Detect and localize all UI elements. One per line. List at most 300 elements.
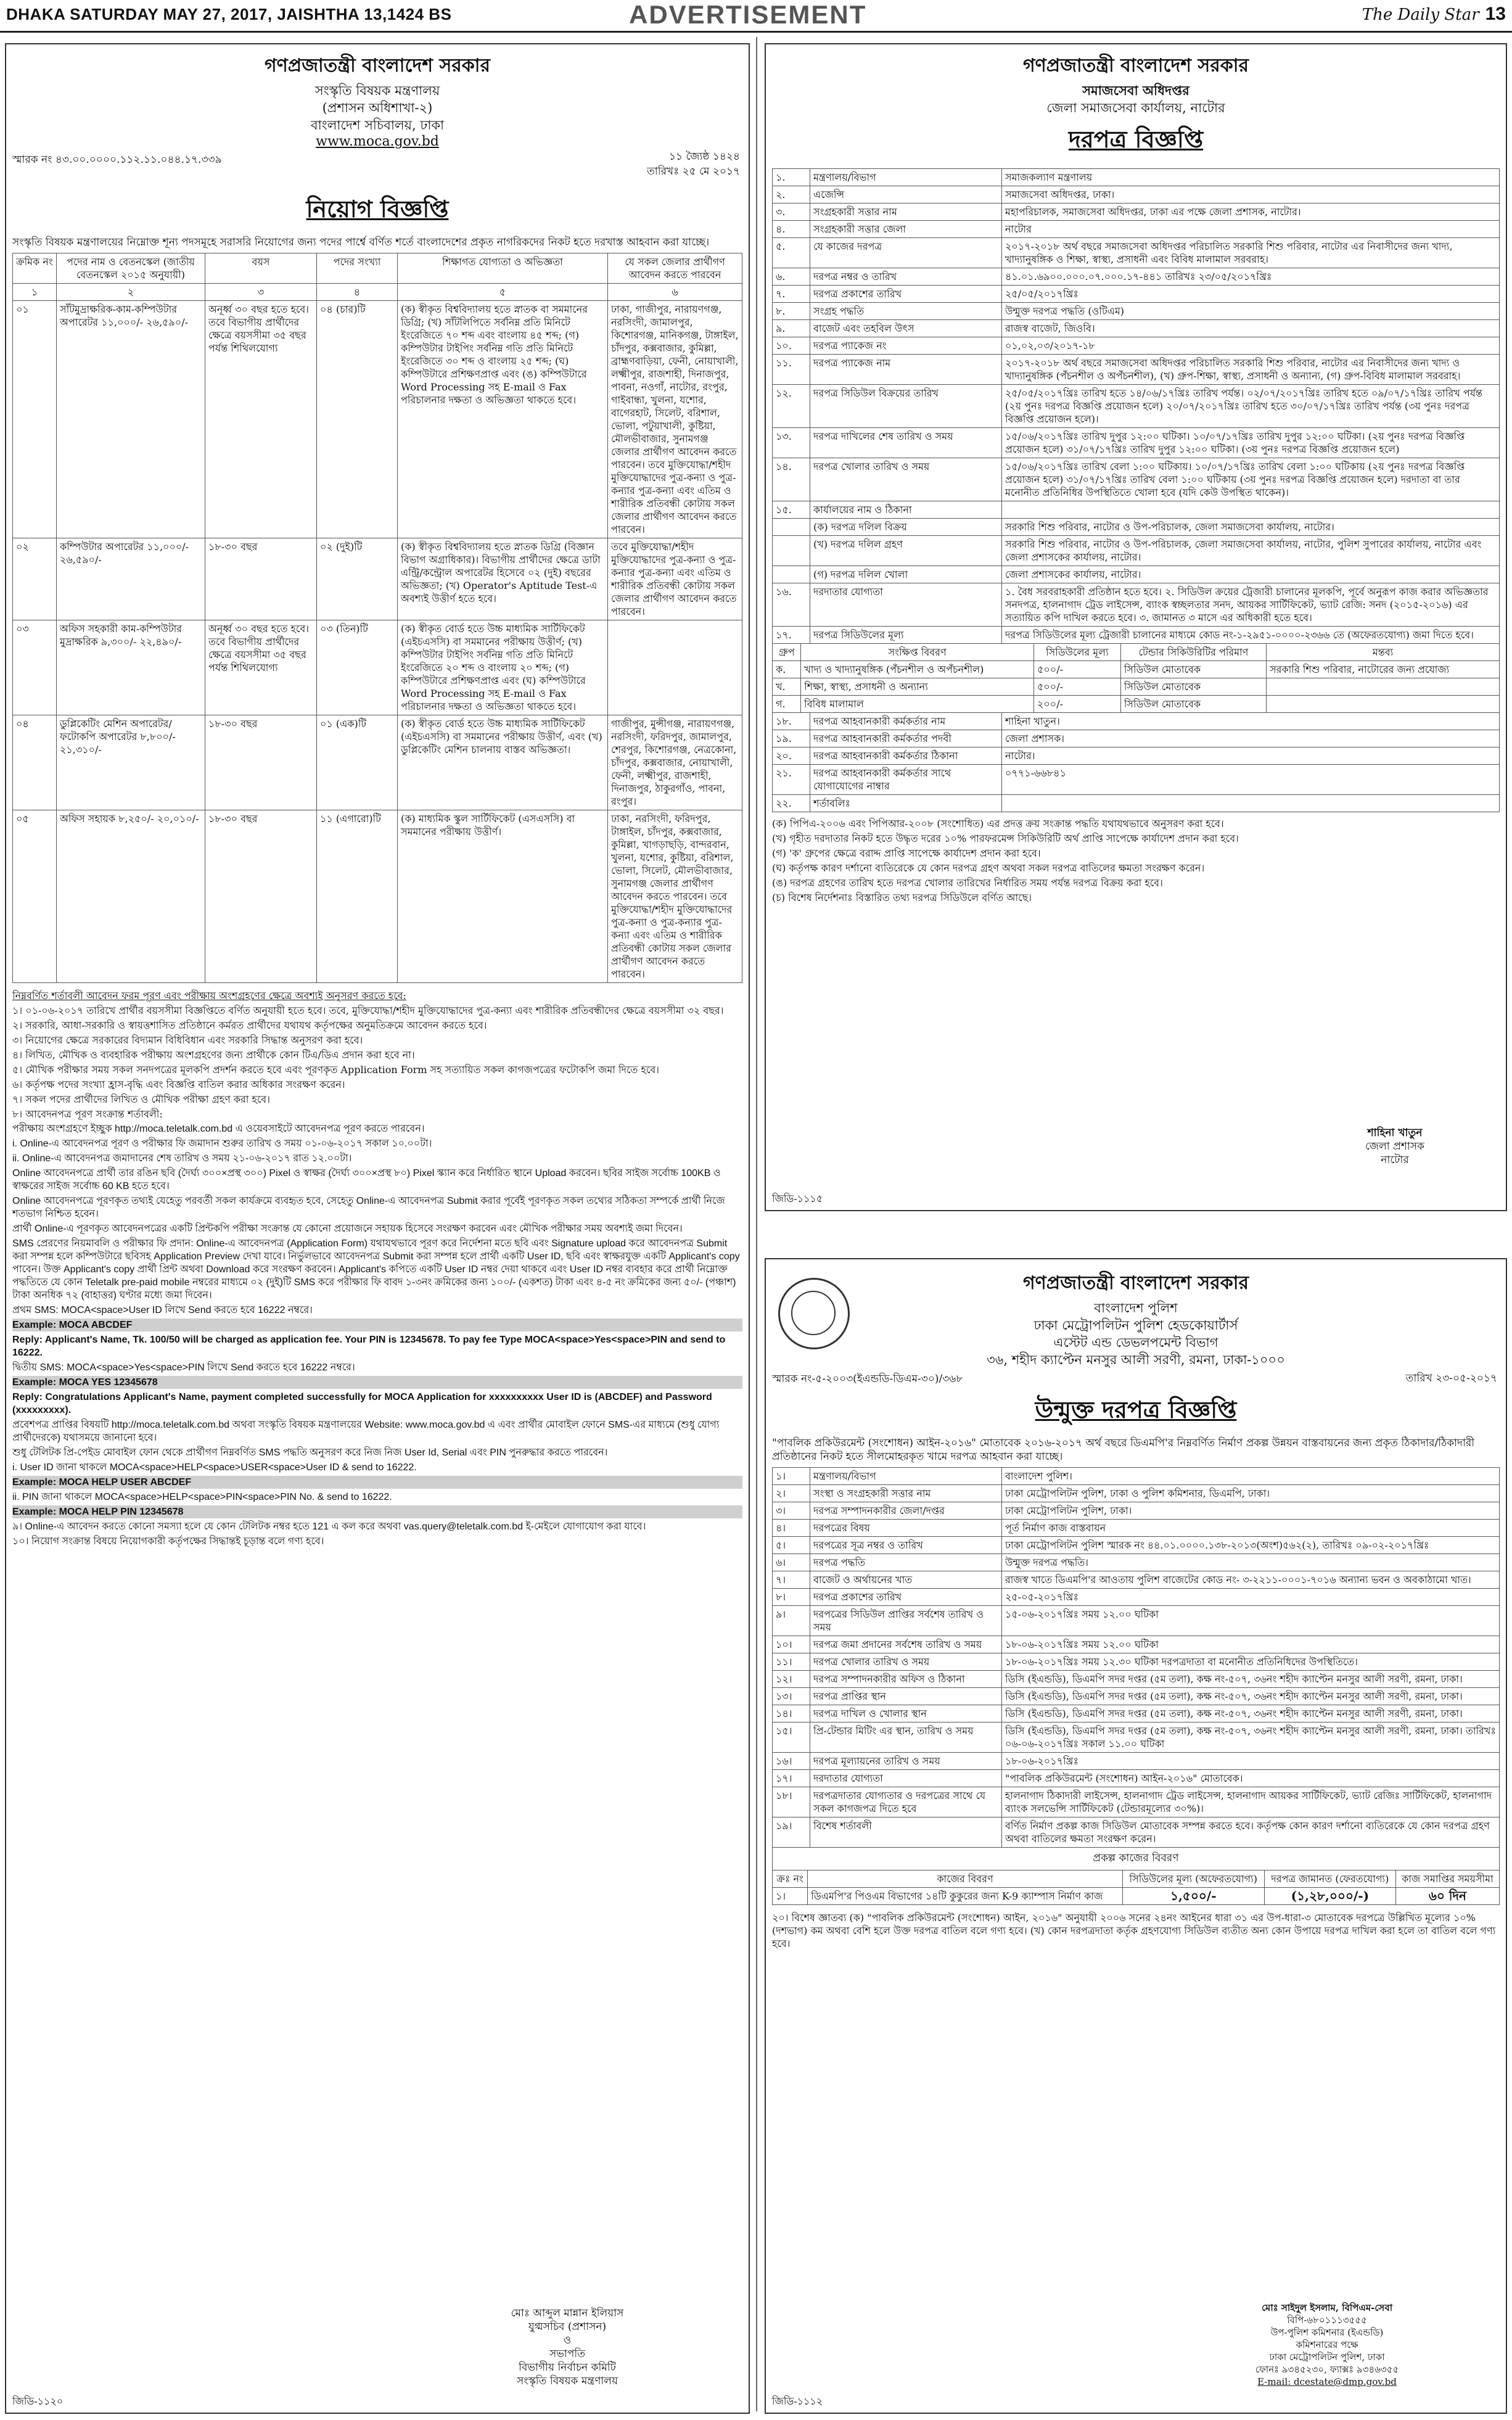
signer-title: যুগ্মসচিব (প্রশাসন) <box>528 2321 607 2333</box>
table-row <box>773 355 1500 385</box>
table-row <box>773 1753 1500 1770</box>
table-cell: ২৫-০৫-২০১৭খ্রিঃ <box>1002 1589 1500 1606</box>
table-cell: দরপত্রদাতার যোগ্যতার ও দরপত্রের সাথে যে সকল কাগজপত্র দিতে হবে <box>810 1787 1002 1817</box>
condition-item: প্রার্থী Online-এ পূরণকৃত আবেদনপত্রের একটি প্রিন্টকপি পরীক্ষা সংক্রান্ত যে কোনো প্রয়োজনে সহায়ক হিসেবে সংরক্ষণ করবেন এবং মৌখিক পরীক্ষার সময় অবশ্যই জমা দিবেন। <box>12 1224 683 1234</box>
condition-item: শুধু টেলিটক প্রি-পেইড মোবাইল ফোন থেকে প্রার্থীগণ নিম্নবর্ণিত SMS পদ্ধতি অনুসরণ করে নিজ নিজ User Id, Serial এবং PIN পুনরুদ্ধার করতে পারবেন। <box>12 1447 608 1458</box>
table-cell: দরপত্র দাখিল ও খোলার স্থান <box>810 1705 1002 1722</box>
paper-name: The Daily Star 13 <box>1362 4 1506 24</box>
condition-item: ii. Online-এ আবেদনপত্র জমাদানের শেষ তারিখ ও সময় ২১-০৬-২০১৭ রাত ১২.০০টা। <box>12 1153 352 1164</box>
table-cell: "পাবলিক প্রকিউরমেন্ট (সংশোধন) আইন-২০১৬" মোতাবেক। <box>1002 1770 1500 1787</box>
table-row <box>13 715 742 810</box>
page-number: 13 <box>1485 4 1506 24</box>
column-number: ৩ <box>205 284 317 301</box>
table-cell: ১। <box>773 1888 808 1905</box>
table-cell-post: অফিস সহকারী কাম-কম্পিউটার মুদ্রাক্ষরিক ৯,৩০০/- ২২,৪৯০/- <box>57 620 205 715</box>
table-row <box>773 1571 1500 1589</box>
work-caption: প্রকল্প কাজের বিবরণ <box>772 1848 1500 1870</box>
govt-title: গণপ্রজাতন্ত্রী বাংলাদেশ সরকার <box>1023 55 1249 76</box>
table-cell: ১। <box>773 1468 810 1485</box>
table-cell: (১,২৮,০০০/-) <box>1264 1888 1395 1905</box>
table-cell: ১৯. <box>773 730 810 747</box>
condition-item: ৭। সকল পদের প্রার্থীদের লিখিত ও মৌখিক পরীক্ষা গ্রহণ করা হবে। <box>12 1093 270 1105</box>
table-row <box>773 458 1500 501</box>
table-cell-age: ১৮-৩০ বছর <box>205 538 317 620</box>
table-cell: হালনাগাদ ঠিকাদারী লাইসেন্স, হালনাগাদ ট্রেড লাইসেন্স, হালনাগাদ আয়কর সার্টিফিকেট, ভ্যাট রেজিঃ সার্টিফিকেট, হালনাগাদ ব্যাংক সলভেন্সি সার্টিফিকেট (টেন্ডারমূল্যের ৩০%)। <box>1002 1787 1500 1817</box>
table-row <box>773 268 1500 286</box>
table-cell: দরপত্রের সিডিউল প্রাপ্তির সর্বশেষ তারিখ ও সময় <box>810 1606 1002 1636</box>
table-row <box>773 536 1500 566</box>
table-cell: সমাজকল্যাণ মন্ত্রণালয় <box>1002 169 1500 186</box>
table-cell: ১. বৈধ সরবরাহকারী প্রতিষ্ঠান হতে হবে। ২. সিডিউল ক্রয়ের ট্রেজারী চালানের মূলকপি, পূর্বে অনুরূপ কাজ করার অভিজ্ঞতার সনদপত্র, হালনাগাদ ট্রেড লাইসেন্স, ব্যাংক স্বচ্ছলতার সনদ, আয়কর সার্টিফিকেট, ভ্যাট রেজি: সনদ (২০১৫-২০১৬) এর সত্যায়িত কপি দাখিল করতে হবে। ৩. জামানত ৩ মাসে এর অধিকারী হতে হবে। <box>1002 583 1500 627</box>
table-row <box>773 1722 1500 1753</box>
table-cell: ১২। <box>773 1671 810 1688</box>
table-cell <box>1002 501 1500 519</box>
table-cell-districts: ঢাকা, নরসিংদী, ফরিদপুর, টাঙ্গাইল, চাঁদপুর, কক্সবাজার, কুমিল্লা, খাগড়াছড়ি, বান্দরবান, খুলনা, যশোর, কুষ্টিয়া, বরিশাল, ভোলা, সিলেট, মৌলভীবাজার, সুনামগঞ্জ জেলার প্রার্থীগণ আবেদন করতে পারবেন। তবে মুক্তিযোদ্ধা/শহীদ মুক্তিযোদ্ধাদের পুত্র-কন্যা ও পুত্র-কন্যার পুত্র-কন্যা এবং এতিম ও শারীরিক প্রতিবন্ধী কোটায় সকল জেলার প্রার্থীগণ আবেদন করতে পারবেন। <box>608 810 742 983</box>
table-cell-age: অনূর্ধ্ব ৩০ বছর হতে হবে। তবে বিভাগীয় প্রার্থীদের ক্ষেত্রে বয়সসীমা ৩৫ বছর পর্যন্ত শিথিলযোগ্য <box>205 620 317 715</box>
signer-title: উপ-পুলিশ কমিশনার (ইএন্ডডি) <box>1270 2327 1384 2338</box>
table-cell: বাজেট এবং তহবিল উৎস <box>810 320 1002 337</box>
table-row <box>773 1606 1500 1636</box>
table-cell: ডিসি (ইএন্ডডি), ডিএমপি সদর দপ্তর (৫ম তলা), কক্ষ নং-৫০৭, ৩৬নং শহীদ ক্যাপ্টেন মনসুর আলী সরণী, রমনা, ঢাকা। তারিখঃ ০৬-০৬-২০১৭খ্রিঃ সকাল ১১.০০ ঘটিকা <box>1002 1722 1500 1753</box>
table-cell: দরদাতার যোগ্যতা <box>810 583 1002 627</box>
table-row <box>773 1705 1500 1722</box>
table-row <box>773 1671 1500 1688</box>
table-cell-count: ০৩ (তিন)টি <box>317 620 398 715</box>
table-cell: দরপত্র নম্বর ও তারিখ <box>810 268 1002 286</box>
memo-number: স্মারক নং ৪৩.০০.০০০০.১১২.১১.০৪৪.১৭.৩৩৯ <box>12 154 222 166</box>
table-row <box>773 1653 1500 1671</box>
condition-item: প্রথম SMS: MOCA<space>User ID লিখে Send করতে হবে 16222 নম্বরে। <box>12 1305 313 1315</box>
police-name: বাংলাদেশ পুলিশ <box>1094 1301 1178 1315</box>
table-cell: পূর্ত নির্মাণ কাজ বাস্তবায়ন <box>1002 1520 1500 1537</box>
signer-ministry: সংস্কৃতি বিষয়ক মন্ত্রণালয় <box>517 2375 618 2387</box>
signer-role: সভাপতি <box>549 2348 585 2360</box>
table-row <box>773 519 1500 536</box>
table-cell: ৪১.০১.৬৯০০.০০০.০৭.০০০.১৭-৪৪১ তারিখঃ ২৩/০৫/২০১৭খ্রিঃ <box>1002 268 1500 286</box>
table-cell-no: ০৩ <box>13 620 57 715</box>
table-cell: রাজস্ব বাজেট, জিওবি। <box>1002 320 1500 337</box>
table-cell: দরপত্র পদ্ধতি <box>810 1554 1002 1571</box>
column-header: সিডিউলের মূল্য (অফেরতযোগ্য) <box>1122 1871 1264 1888</box>
column-header: দরপত্র জামানত (ফেরতযোগ্য) <box>1264 1871 1395 1888</box>
table-cell: ১,৫০০/- <box>1122 1888 1264 1905</box>
column-header: টেন্ডার সিকিউরিটির পরিমাণ <box>1120 644 1266 661</box>
table-row <box>773 566 1500 583</box>
table-cell: ১৫. <box>773 501 810 519</box>
hq-name: ঢাকা মেট্রোপলিটন পুলিশ হেডকোয়ার্টার্স <box>1033 1318 1238 1333</box>
table-cell-post: ডুপ্লিকেটিং মেশিন অপারেটর/ফটোকপি অপারেটর ৮,৮০০/- ২১,৩১০/- <box>57 715 205 810</box>
table-cell: ১৯। <box>773 1817 810 1848</box>
signer-org: ঢাকা মেট্রোপলিটন পুলিশ, ঢাকা <box>1269 2352 1385 2363</box>
table-cell: নাটোর <box>1002 221 1500 238</box>
column-number: ৪ <box>317 284 398 301</box>
condition-item: ১। ০১-০৬-২০১৭ তারিখে প্রার্থীর বয়সসীমা বিজ্ঞপ্তিতে বর্ণিত অনুযায়ী হতে হবে। তবে, মুক্তিযোদ্ধা/শহীদ মুক্তিযোদ্ধাদের পুত্র-কন্যা এবং শারীরিক প্রতিবন্ধীদের ক্ষেত্রে বয়সসীমা ৩২ বছর। <box>12 1005 724 1016</box>
table-cell: উন্মুক্ত দরপত্র পদ্ধতি (ওটিএম) <box>1002 303 1500 320</box>
table-cell: ১৬. <box>773 583 810 627</box>
table-cell: মহাপরিচালক, সমাজসেবা অধিদপ্তর, ঢাকা এর পক্ষে জেলা প্রশাসক, নাটোর। <box>1002 204 1500 221</box>
table-cell: দরপত্রের সূত্র নম্বর ও তারিখ <box>810 1537 1002 1554</box>
ad-title: দরপত্র বিজ্ঞপ্তি <box>1068 125 1204 153</box>
ministry-recruitment-ad <box>5 43 750 2414</box>
table-cell: সরকারি শিশু পরিবার, নাটোর ও উপ-পরিচালক, জেলা সমাজসেবা কার্যালয়, নাটোর। <box>1002 519 1500 536</box>
tender-info-table <box>772 168 1500 644</box>
condition-item: (চ) বিশেষ নির্দেশনাঃ বিস্তারিত তথ্য দরপত্র সিডিউলে বর্ণিত আছে। <box>772 892 1032 903</box>
condition-item: ৫। মৌখিক পরীক্ষার সময় সকল সনদপত্রের মূলকপি প্রদর্শন করতে হবে এবং পূরণকৃত Application Form সহ সত্যায়িত সকল কাগজপত্রের ফটোকপি জমা দিতে হবে। <box>12 1064 659 1076</box>
hq-address: ৩৬, শহীদ ক্যাপ্টেন মনসুর আলী সরণী, রমনা, ঢাকা-১০০০ <box>987 1352 1285 1367</box>
column-header: ক্রঃ নং <box>773 1871 808 1888</box>
table-row <box>13 301 742 538</box>
table-cell: ২০১৭-২০১৮ অর্থ বছরে সমাজসেবা অধিদপ্তর পরিচালিত সরকারি শিশু পরিবার, নাটোর এর নিবাসীদের জন্য খাদ্য, খাদ্যানুষঙ্গিক ও শিক্ষা, স্বাস্থ্য, প্রসাধনী এবং বিবিধ মালামাল সরবরাহ। <box>1002 238 1500 268</box>
signer-committee: বিভাগীয় নির্বাচন কমিটি <box>519 2361 616 2374</box>
column-header: বয়স <box>205 253 317 284</box>
table-cell: ১০. <box>773 337 810 355</box>
table-cell: ১৮. <box>773 713 810 730</box>
condition-item: প্রবেশপত্র প্রাপ্তির বিষয়টি http://moca.teletalk.com.bd অথবা সংস্কৃতি বিষয়ক মন্ত্রণালয়ের Website: www.moca.gov.bd এ এবং প্রার্থীর মোবাইল ফোনে SMS-এর মাধ্যমে (শুধু যোগ্য প্রার্থীদেরকে) যথাসময়ে জানানো হবে। <box>12 1420 720 1443</box>
table-cell: দরপত্র খোলার তারিখ ও সময় <box>810 1653 1002 1671</box>
column-header: সংক্ষিপ্ত বিবরণ <box>801 644 1034 661</box>
condition-item: i. User ID জানা থাকলে MOCA<space>HELP<space>USER<space>User ID & send to 16222. <box>12 1462 417 1473</box>
table-row <box>773 583 1500 627</box>
ministry-website-link[interactable]: www.moca.gov.bd <box>316 134 439 149</box>
table-cell: দরপত্র আহবানকারী কর্মকর্তার ঠিকানা <box>810 747 1002 765</box>
table-cell: দরপত্র প্রাপ্তির স্থান <box>810 1688 1002 1705</box>
table-row <box>773 661 1500 678</box>
table-cell <box>773 519 810 536</box>
table-cell: দরদাতার যোগ্যতা <box>810 1770 1002 1787</box>
table-cell: ঢাকা মেট্রোপলিটন পুলিশ স্মারক নং ৪৪.০১.০০০০.১৩৮-২০১৩(অংশ)৫৬২(২), তারিখঃ ০৯-০২-২০১৭খ্রিঃ <box>1002 1537 1500 1554</box>
table-cell-age: ১৮-৩০ বছর <box>205 810 317 983</box>
table-cell: বাজেট ও অর্থায়নের খাত <box>810 1571 1002 1589</box>
table-cell: ঢাকা মেট্রোপলিটন পুলিশ, ঢাকা ও পুলিশ কমিশনার, ডিএমপি, ঢাকা। <box>1002 1485 1500 1502</box>
memo-line <box>6 149 749 186</box>
table-cell: মন্ত্রণালয়/বিভাগ <box>810 169 1002 186</box>
table-row <box>773 730 1500 747</box>
table-cell-count: ০১ (এক)টি <box>317 715 398 810</box>
table-cell: সরকারি শিশু পরিবার, নাটোরের জন্য প্রযোজ্য <box>1267 661 1500 678</box>
table-cell: ৫০০/- <box>1034 678 1121 696</box>
branch-name: (প্রশাসন অধিশাখা-২) <box>322 101 433 115</box>
table-cell: ২০১৭-২০১৮ অর্থ বছরে সমাজসেবা অধিদপ্তর পরিচালিত সরকারি শিশু পরিবার, নাটোর এর নিবাসীদের জন্য খাদ্য ও খাদ্যানুষঙ্গিক (পঁচনশীল ও অপঁচনশীল), (খ) গ্রুপ-শিক্ষা, স্বাস্থ্য, প্রসাধনী ও অন্যান্য, (গ) গ্রুপ-বিবিধ মালামাল সরবরাহ। <box>1002 355 1500 385</box>
memo-date: তারিখ ২৩-০৫-২০১৭ <box>1405 1372 1497 1385</box>
table-cell-districts: তবে মুক্তিযোদ্ধা/শহীদ মুক্তিযোদ্ধাদের পুত্র-কন্যা ও পুত্র-কন্যার পুত্র-কন্যা এবং এতিম ও শারীরিক প্রতিবন্ধী কোটায় সকল জেলার প্রার্থীগণ আবেদন করতে পারবেন। <box>608 538 742 620</box>
table-cell: ১৩. <box>773 428 810 458</box>
table-cell: বর্ণিত নির্মাণ প্রকল্প কাজ সিডিউল মোতাবেক সম্পন্ন করতে হবে। কর্তৃপক্ষ কোন কারণ দর্শানো ব্যতিরেকে যে কোন দরপত্র গ্রহণ অথবা বাতিলের ক্ষমতা সংরক্ষণ করেন। <box>1002 1817 1500 1848</box>
table-cell: ৮। <box>773 1589 810 1606</box>
table-row <box>773 385 1500 428</box>
table-cell: ১৮-০৬-২০১৭খ্রিঃ <box>1002 1753 1500 1770</box>
table-cell: বাংলাদেশ পুলিশ। <box>1002 1468 1500 1485</box>
table-cell: (খ) দরপত্র দলিল গ্রহণ <box>810 536 1002 566</box>
signer-for: কমিশনারের পক্ষে <box>1296 2339 1358 2350</box>
table-row <box>773 1537 1500 1554</box>
table-row <box>773 1688 1500 1705</box>
signer-email-link[interactable]: E-mail: dcestate@dmp.gov.bd <box>1257 2376 1397 2387</box>
table-row <box>773 204 1500 221</box>
table-cell: মন্ত্রণালয়/বিভাগ <box>810 1468 1002 1485</box>
column-header: ক্রমিক নং <box>13 253 57 284</box>
signer-title: জেলা প্রশাসক <box>1365 1140 1424 1153</box>
table-row <box>773 1787 1500 1817</box>
table-cell: ২৫/০৫/২০১৭খ্রিঃ তারিখ হতে ১৪/০৬/১৭খ্রিঃ তারিখ পর্যন্ত। ০২/০৭/২০১৭খ্রিঃ তারিখ হতে ০৯/০৭/১৭খ্রিঃ তারিখ পর্যন্ত (২য় পুনঃ দরপত্র বিজ্ঞপ্তি প্রয়োজন হলে) ২০/০৭/২০১৭খ্রিঃ তারিখ হতে ৩০/০৭/১৭খ্রিঃ তারিখ পর্যন্ত (৩য় পুনঃ দরপত্র বিজ্ঞপ্তি প্রয়োজন হলে)। <box>1002 385 1500 428</box>
section-title: ADVERTISEMENT <box>629 0 867 29</box>
table-row <box>773 1589 1500 1606</box>
table-cell-districts: ঢাকা, গাজীপুর, নারায়ণগঞ্জ, নরসিংদী, জামালপুর, কিশোরগঞ্জ, মানিকগঞ্জ, টাঙ্গাইল, চাঁদপুর, কক্সবাজার, কুমিল্লা, ব্রাহ্মণবাড়িয়া, ফেনী, নোয়াখালী, লক্ষ্মীপুর, রাজশাহী, দিনাজপুর, পাবনা, নওগাঁ, নাটোর, রংপুর, গাইবান্ধা, খুলনা, যশোর, বাগেরহাট, সিলেট, বরিশাল, ভোলা, পটুয়াখালী, কুষ্টিয়া, মৌলভীবাজার, সুনামগঞ্জ জেলার প্রার্থীগণ আবেদন করতে পারবেন। তবে মুক্তিযোদ্ধা/শহীদ মুক্তিযোদ্ধাদের পুত্র-কন্যা ও পুত্র-কন্যার পুত্র-কন্যা এবং এতিম ও শারীরিক প্রতিবন্ধী কোটায় সকল জেলার প্রার্থীগণ আবেদন করতে পারবেন। <box>608 301 742 538</box>
table-cell: ৬. <box>773 268 810 286</box>
condition-item: ৮। আবেদনপত্র পূরণ সংক্রান্ত শর্তাবলী: <box>12 1108 163 1120</box>
special-note: ২০। বিশেষ জ্ঞাতব্য (ক) "পাবলিক প্রকিউরমেন্ট (সংশোধন) আইন, ২০১৬" অনুযায়ী ২০০৬ সনের ২৪নং আইনের ধারা ৩১ এর উপ-ধারা-৩ মোতাবেক দরপত্রে উল্লিখিত মূল্যের ১০% (দশভাগ) কম অথবা বেশি হলে উক্ত দরপত্র বাতিল বলে গণ্য হবে। (খ) কোন দরপত্রদাতা কর্তৃক গ্রহণযোগ্য সিডিউল ব্যতীত অন্য কোন উপায়ে দরপত্র দাখিল করা হলে তা বাতিল বলে গণ্য হবে। <box>772 1912 1496 1949</box>
table-cell: রাজস্ব খাতে ডিএমপি'র আওতায় পুলিশ বাজেটের কোড নং- ৩-২২১১-০০০১-৭০১৬ অন্যান্য ভবন ও অবকাঠামো খাত। <box>1002 1571 1500 1589</box>
table-row <box>773 337 1500 355</box>
ad-intro: "পাবলিক প্রকিউরমেন্ট (সংশোধন) আইন-২০১৬" মোতাবেক ২০১৬-২০১৭ অর্থ বছরে ডিএমপি'র নিম্নবর্ণিত নির্মাণ প্রকল্প উন্নয়ন বাস্তবায়নের জন্য প্রকৃত ঠিকাদার/ঠিকাদারী প্রতিষ্ঠানের নিকট হতে সীলমোহরকৃত খামে দরপত্র আহবান করা যাচ্ছে। <box>772 1437 1475 1463</box>
ministry-name: সংস্কৃতি বিষয়ক মন্ত্রণালয় <box>314 83 440 98</box>
table-cell: দরপত্র প্যাকেজ নং <box>810 337 1002 355</box>
table-cell: সিডিউল মোতাবেক <box>1120 678 1266 696</box>
condition-item: Online আবেদনপত্রে পূরণকৃত তথ্যই যেহেতু পরবর্তী সকল কার্যক্রমে ব্যবহৃত হবে, সেহেতু Online-এ আবেদনপত্র Submit করার পূর্বেই পূরণকৃত সকল তথ্যের সঠিকতা সম্পর্কে প্রার্থী নিজে শতভাগ নিশ্চিত হবেন। <box>12 1196 725 1219</box>
table-cell: ৯। <box>773 1606 810 1636</box>
signer-id: বিপি-৬৮০১১১৩৫৫৫ <box>1287 2315 1367 2326</box>
table-row <box>773 428 1500 458</box>
signer-phone: ফোনঃ ৯৩৪৫২৩০, ফ্যাক্সঃ ৯৩৪৬৩৫৫ <box>1255 2364 1399 2375</box>
table-row <box>773 696 1500 713</box>
column-number: ৬ <box>608 284 742 301</box>
table-cell: ১৭. <box>773 627 810 644</box>
condition-item: (ঙ) দরপত্র গ্রহণের তারিখ হতে দরপত্র খোলার তারিখের নির্ধারিত সময় পর্যন্ত দরপত্র বিক্রয় করা হবে। <box>772 877 1163 889</box>
table-row <box>773 1502 1500 1520</box>
table-cell: ০১,০২,০৩/২০১৭-১৮ <box>1002 337 1500 355</box>
memo-line <box>766 1368 1506 1387</box>
table-cell: কার্যালয়ের নাম ও ঠিকানা <box>810 501 1002 519</box>
table-cell: ২১. <box>773 765 810 795</box>
table-cell: জেলা প্রশাসক। <box>1002 730 1500 747</box>
tender-info-table <box>772 1467 1500 1848</box>
table-row <box>773 186 1500 204</box>
table-cell-post: কম্পিউটার অপারেটর ১১,০০০/- ২৬,৫৯০/- <box>57 538 205 620</box>
table-cell: ঢাকা মেট্রোপলিটন পুলিশ, ঢাকা। <box>1002 1502 1500 1520</box>
work-table <box>772 1870 1500 1905</box>
table-row <box>13 810 742 983</box>
table-cell: (গ) দরপত্র দলিল খোলা <box>810 566 1002 583</box>
signature-block <box>1302 1126 1487 1167</box>
table-cell <box>1002 795 1500 812</box>
dateline: DHAKA SATURDAY MAY 27, 2017, JAISHTHA 13,1424 BS <box>6 5 452 23</box>
column-header: সিডিউলের মূল্য <box>1034 644 1121 661</box>
table-cell: দরপত্র প্রকাশের তারিখ <box>810 1589 1002 1606</box>
condition-item: ৪। লিখিত, মৌখিক ও ব্যবহারিক পরীক্ষায় অংশগ্রহণের জন্য প্রার্থীকে কোন টিএ/ডিএ প্রদান করা হবে না। <box>12 1049 415 1061</box>
table-cell: ১৫/০৬/২০১৭খ্রিঃ তারিখ বেলা ১:০০ ঘটিকায়। ১০/০৭/১৭খ্রিঃ তারিখ বেলা ১:০০ ঘটিকায় (২য় পুনঃ দরপত্র বিজ্ঞপ্তি প্রয়োজন হলে) ৩১/০৭/১৭খ্রিঃ তারিখ বেলা ১:০০ ঘটিকায় (৩য় পুনঃ দরপত্র বিজ্ঞপ্তি প্রয়োজন হলে) দরদাতা বা তার মনোনীত প্রতিনিধির উপস্থিতিতে খোলা হবে (যদি কেউ উপস্থিত থাকেন)। <box>1002 458 1500 501</box>
table-row <box>773 320 1500 337</box>
ad-title: নিয়োগ বিজ্ঞপ্তি <box>306 195 449 223</box>
condition-item: ii. PIN জানা থাকলে MOCA<space>HELP<space>PIN<space>PIN No. & send to 16222. <box>12 1492 392 1502</box>
conditions-intro: নিম্নবর্ণিত শর্তাবলী আবেদন ফরম পূরণ এবং পরীক্ষায় অংশগ্রহণের ক্ষেত্রে অবশ্যই অনুসরণ করতে হবে: <box>12 990 406 1002</box>
table-cell-districts <box>608 620 742 715</box>
table-cell: ১৭। <box>773 1770 810 1787</box>
tender-officer-table <box>772 712 1500 812</box>
table-cell: গ. <box>773 696 801 713</box>
table-cell: দরপত্র জমা প্রদানের সর্বশেষ তারিখ ও সময় <box>810 1636 1002 1653</box>
table-cell: দরপত্র আহবানকারী কর্মকর্তার নাম <box>810 713 1002 730</box>
table-cell: প্রি-টেন্ডার মিটিং এর স্থান, তারিখ ও সময় <box>810 1722 1002 1753</box>
table-cell: খাদ্য ও খাদ্যানুষঙ্গিক (পঁচনশীল ও অপঁচনশীল) <box>801 661 1034 678</box>
table-cell: ৯. <box>773 320 810 337</box>
office-name: জেলা সমাজসেবা কার্যালয়, নাটোর <box>1046 101 1225 115</box>
table-cell: ১৫-০৬-২০১৭খ্রিঃ সময় ১২.০০ ঘটিকা <box>1002 1606 1500 1636</box>
table-cell-count: ০৪ (চার)টি <box>317 301 398 538</box>
table-cell: ১০। <box>773 1636 810 1653</box>
table-cell-no: ০৫ <box>13 810 57 983</box>
table-cell: ১৪। <box>773 1705 810 1722</box>
column-header: শিক্ষাগত যোগ্যতা ও অভিজ্ঞতা <box>398 253 608 284</box>
table-cell-qual: (ক) স্বীকৃত বোর্ড হতে উচ্চ মাধ্যমিক সার্টিফিকেট (এইচএসসি) বা সমমানের পরীক্ষায় উত্তীর্ণ; (খ) কম্পিউটার টাইপিং সর্বনিম্ন গতি প্রতি মিনিটে ইংরেজিতে ২০ শব্দ ও বাংলায় ২০ শব্দ; (গ) কম্পিউটারে প্রশিক্ষণপ্রাপ্ত এবং (ঘ) কম্পিউটারে Word Processing সহ E-mail ও Fax পরিচালনার দক্ষতা ও অভিজ্ঞতা থাকতে হবে। <box>398 620 608 715</box>
table-cell: ৬০ দিন <box>1395 1888 1499 1905</box>
table-cell: ২২. <box>773 795 810 812</box>
table-cell: ৭. <box>773 286 810 303</box>
gd-number: জিডি-১১১৫ <box>772 1193 823 1204</box>
table-cell: সিডিউল মোতাবেক <box>1120 661 1266 678</box>
table-cell: ৩. <box>773 204 810 221</box>
table-cell: ১৫। <box>773 1722 810 1753</box>
secretariat: বাংলাদেশ সচিবালয়, ঢাকা <box>310 118 445 133</box>
table-cell: ২। <box>773 1485 810 1502</box>
table-cell: নাটোর। <box>1002 747 1500 765</box>
table-cell-no: ০১ <box>13 301 57 538</box>
condition-item: Example: MOCA HELP USER ABCDEF <box>12 1476 742 1489</box>
condition-item: ৩। নিয়োগের ক্ষেত্রে সরকারের বিদ্যমান বিধিবিধান এবং সরকারি সিদ্ধান্ত অনুসরণ করা হবে। <box>12 1034 363 1046</box>
condition-item: Example: MOCA ABCDEF <box>12 1319 742 1331</box>
table-cell: ১৬। <box>773 1753 810 1770</box>
table-cell: ১১. <box>773 355 810 385</box>
masthead <box>0 0 1512 33</box>
condition-item: Online আবেদনপত্রে প্রার্থী তার রঙিন ছবি (দৈর্ঘ্য ৩০০×প্রস্থ ৩০০) Pixel ও স্বাক্ষর (দৈর্ঘ্য ৩০০×প্রস্থ ৮০) Pixel স্ক্যান করে নির্ধারিত স্থানে Upload করবেন। ছবির সাইজ সর্বোচ্চ 100KB ও স্বাক্ষরের সাইজ সর্বোচ্চ 60 KB হতে হবে। <box>12 1168 721 1191</box>
signer-name: মোঃ সাইদুল ইসলাম, বিপিএম-সেবা <box>1261 2302 1393 2313</box>
tender-group-table <box>772 643 1500 713</box>
table-row <box>773 1468 1500 1485</box>
table-row <box>773 1817 1500 1848</box>
table-row <box>13 620 742 715</box>
table-cell: দরপত্র সম্পাদনকারীর জেলা/দপ্তর <box>810 1502 1002 1520</box>
vacancy-table <box>12 253 742 983</box>
govt-title: গণপ্রজাতন্ত্রী বাংলাদেশ সরকার <box>265 55 490 76</box>
table-cell-post: অফিস সহায়ক ৮,২৫০/- ২০,০১০/- <box>57 810 205 983</box>
table-cell: সংগ্রহকারী সত্তার নাম <box>810 204 1002 221</box>
table-cell: বিবিধ মালামাল <box>801 696 1034 713</box>
condition-item: (ঘ) কর্তৃপক্ষ কারণ দর্শানো ব্যতিরেকে যে কোন দরপত্র গ্রহণ অথবা সকল দরপত্র বাতিলের ক্ষমতা সংরক্ষণ করেন। <box>772 862 1205 874</box>
column-header: কাজের বিবরণ <box>808 1871 1122 1888</box>
condition-item: (গ) 'ক' গ্রুপের ক্ষেত্রে বরাদ্দ প্রাপ্তি সাপেক্ষে কার্যাদেশ প্রদান করা হবে। <box>772 847 1041 859</box>
table-cell: ডিসি (ইএন্ডডি), ডিএমপি সদর দপ্তর (৫ম তলা), কক্ষ নং-৫০৭, ৩৬নং শহীদ ক্যাপ্টেন মনসুর আলী সরণী, রমনা, ঢাকা। <box>1002 1671 1500 1688</box>
table-row <box>773 1485 1500 1502</box>
table-cell: দরপত্র সম্পাদনকারীর অফিস ও ঠিকানা <box>810 1671 1002 1688</box>
table-col-numbers <box>13 284 742 301</box>
table-cell: ২৫/০৫/২০১৭খ্রিঃ <box>1002 286 1500 303</box>
table-cell: দরপত্র খোলার তারিখ ও সময় <box>810 458 1002 501</box>
column-divider <box>756 37 757 2411</box>
table-cell: যে কাজের দরপত্র <box>810 238 1002 268</box>
table-cell: ১৮-০৬-২০১৭খ্রিঃ সময় ১২.০০ ঘটিকা <box>1002 1636 1500 1653</box>
table-cell-districts: গাজীপুর, মুন্সীগঞ্জ, নারায়ণগঞ্জ, নরসিংদী, ফরিদপুর, জামালপুর, শেরপুর, কিশোরগঞ্জ, নেত্রকোনা, চাঁদপুর, কক্সবাজার, নোয়াখালী, ফেনী, লক্ষ্মীপুর, রাজশাহী, দিনাজপুর, ঠাকুরগাঁও, পাবনা, রংপুর। <box>608 715 742 810</box>
table-cell-qual: (ক) স্বীকৃত বোর্ড হতে উচ্চ মাধ্যমিক সার্টিফিকেট (এইচএসসি) বা সমমানের পরীক্ষায় উত্তীর্ণ, এবং (খ) ডুপ্লিকেটিং মেশিন চালনায় বাস্তব অভিজ্ঞতা। <box>398 715 608 810</box>
table-cell: দরপত্র সিডিউলের মূল্য <box>810 627 1002 644</box>
signer-place: নাটোর <box>1381 1154 1409 1166</box>
table-cell: দরপত্র মূল্যায়নের তারিখ ও সময় <box>810 1753 1002 1770</box>
signer-name: শাহিনা খাতুন <box>1367 1127 1423 1139</box>
table-cell: সংগ্রহকারী সত্তার জেলা <box>810 221 1002 238</box>
table-cell: ১৪. <box>773 458 810 501</box>
table-cell: খ. <box>773 678 801 696</box>
condition-item: Example: MOCA YES 12345678 <box>12 1376 742 1389</box>
table-cell: শাহিনা খাতুন। <box>1002 713 1500 730</box>
table-cell: দরপত্র আহবানকারী কর্মকর্তার সাথে যোগাযোগের নাম্বার <box>810 765 1002 795</box>
table-cell: ৫০০/- <box>1034 661 1121 678</box>
table-cell-post: সাঁটমুদ্রাক্ষরিক-কাম-কম্পিউটার অপারেটর ১১,০০০/- ২৬,৫৯০/- <box>57 301 205 538</box>
signature-block <box>1198 2302 1457 2388</box>
table-cell <box>773 566 810 583</box>
table-cell: ১১। <box>773 1653 810 1671</box>
column-number: ১ <box>13 284 57 301</box>
table-row <box>773 765 1500 795</box>
column-number: ২ <box>57 284 205 301</box>
gd-number: জিডি-১১২০ <box>12 2395 64 2407</box>
table-cell: ৮. <box>773 303 810 320</box>
table-row <box>773 286 1500 303</box>
table-cell: দরপত্র দাখিলের শেষ তারিখ ও সময় <box>810 428 1002 458</box>
table-cell: ২০০/- <box>1034 696 1121 713</box>
table-cell-qual: (ক) মাধ্যমিক স্কুল সার্টিফিকেট (এসএসসি) বা সমমানের পরীক্ষায় উত্তীর্ণ। <box>398 810 608 983</box>
table-row <box>773 501 1500 519</box>
condition-item: Example: MOCA HELP PIN 12345678 <box>12 1505 742 1518</box>
table-cell-no: ০২ <box>13 538 57 620</box>
column-header: কাজ সমাপ্তির সময়সীমা <box>1395 1871 1499 1888</box>
table-cell: ডিসি (ইএন্ডডি), ডিএমপি সদর দপ্তর (৫ম তলা), কক্ষ নং-৫০৭, ৩৬নং শহীদ ক্যাপ্টেন মনসুর আলী সরণী, রমনা, ঢাকা। <box>1002 1688 1500 1705</box>
police-seal-emblem <box>778 1278 850 1349</box>
table-row <box>773 1770 1500 1787</box>
condition-item: i. Online-এ আবেদনপত্র পূরণ ও পরীক্ষার ফি জমাদান শুরুর তারিখ ও সময় ০১-০৬-২০১৭ সকাল ১০.০০টা। <box>12 1138 432 1149</box>
table-cell: ২. <box>773 186 810 204</box>
table-cell: ২০. <box>773 747 810 765</box>
table-row <box>773 238 1500 268</box>
table-cell: ৪। <box>773 1520 810 1537</box>
condition-item: ৯। Online-এ আবেদন করতে কোনো সমস্যা হলে যে কোন টেলিটক নম্বর হতে 121 এ কল করে অথবা vas.query@teletalk.com.bd ই-মেইলে যোগাযোগ করা যাবে। <box>12 1521 646 1532</box>
condition-item: পরীক্ষায় অংশগ্রহণে ইচ্ছুক http://moca.teletalk.com.bd এ ওয়েবসাইটে আবেদনপত্র পূরণ করতে পারবেন। <box>12 1124 425 1134</box>
table-cell <box>1267 696 1500 713</box>
table-cell: ডিসি (ইএন্ডডি), ডিএমপি সদর দপ্তর (৫ম তলা), কক্ষ নং-৫০৭, ৩৬নং শহীদ ক্যাপ্টেন মনসুর আলী সরণী, রমনা, ঢাকা। <box>1002 1705 1500 1722</box>
table-row <box>773 1554 1500 1571</box>
ad-title: উন্মুক্ত দরপত্র বিজ্ঞপ্তি <box>1035 1396 1237 1423</box>
table-cell: সংগ্রহ পদ্ধতি <box>810 303 1002 320</box>
table-cell: (ক) দরপত্র দলিল বিক্রয় <box>810 519 1002 536</box>
column-number: ৫ <box>398 284 608 301</box>
table-row <box>773 713 1500 730</box>
table-cell: দরপত্র প্রকাশের তারিখ <box>810 286 1002 303</box>
govt-title: গণপ্রজাতন্ত্রী বাংলাদেশ সরকার <box>1023 1272 1249 1294</box>
table-cell: ১৩। <box>773 1688 810 1705</box>
memo-date: ১১ জ্যৈষ্ঠ ১৪২৪ তারিখঃ ২৫ মে ২০১৭ <box>647 150 740 178</box>
table-cell: দরপত্র আহবানকারী কর্মকর্তার পদবী <box>810 730 1002 747</box>
table-cell-count: ০২ (দুই)টি <box>317 538 398 620</box>
condition-item: Reply: Applicant's Name, Tk. 100/50 will be charged as application fee. Your PIN is 12345678. To pay fee Type MOCA<space>Yes<space>PIN and send to 16222. <box>12 1335 726 1358</box>
table-row <box>773 678 1500 696</box>
table-cell: ১৮। <box>773 1787 810 1817</box>
table-row <box>773 1520 1500 1537</box>
column-header: পদের নাম ও বেতনস্কেল (জাতীয় বেতনস্কেল ২০১৫ অনুযায়ী) <box>57 253 205 284</box>
condition-item: ২। সরকারি, আধা-সরকারি ও স্বায়ত্তশাসিত প্রতিষ্ঠানে কর্মরত প্রার্থীদের যথাযথ কর্তৃপক্ষের অনুমতিক্রমে আবেদন করতে হবে। <box>12 1019 487 1031</box>
condition-item: SMS প্রেরণের নিয়মাবলি ও পরীক্ষার ফি প্রদান: Online-এ আবেদনপত্র (Application Form) যথাযথভাবে পূরণ করে নির্দেশনা মতে ছবি এবং Signature upload করে আবেদনপত্র Submit করা সম্পন্ন হলে কম্পিউটারে ছবিসহ Application Preview দেখা যাবে। নির্ভুলভাবে আবেদনপত্র Submit করা সম্পন্ন হলে প্রার্থী একটি User ID, ছবি এবং স্বাক্ষরযুক্ত একটি Applicant's copy পাবেন। উক্ত Applicant's copy প্রার্থী প্রিন্ট অথবা Download করে সংরক্ষণ করবেন। Applicant's কপিতে একটি User ID নম্বর দেয়া থাকবে এবং User ID নম্বর ব্যবহার করে প্রার্থী নিম্নোক্ত পদ্ধতিতে যে কোন Teletalk pre-paid mobile নম্বরের মাধ্যমে ০২ (দুই)টি SMS করে পরীক্ষার ফি বাবদ ১-৩নং ক্রমিকের জন্য ১০০/- (একশত) টাকা এবং ৪-৫ নং ক্রমিকের জন্য ৫০/- (পঞ্চাশ) টাকা অনধিক ৭২ (বাহাত্তর) ঘণ্টার মধ্যে জমা দিবেন। <box>12 1238 740 1301</box>
condition-item: ৬। কর্তৃপক্ষ পদের সংখ্যা হ্রাস-বৃদ্ধি এবং বিজ্ঞপ্তি বাতিল করার অধিকার সংরক্ষণ করেন। <box>12 1079 345 1090</box>
tender-conditions <box>766 815 1506 908</box>
dmp-open-tender-ad <box>765 1258 1507 2414</box>
table-row <box>773 1636 1500 1653</box>
gd-number: জিডি-১১১২ <box>772 2395 823 2407</box>
table-cell: দরপত্র প্যাকেজ নাম <box>810 355 1002 385</box>
